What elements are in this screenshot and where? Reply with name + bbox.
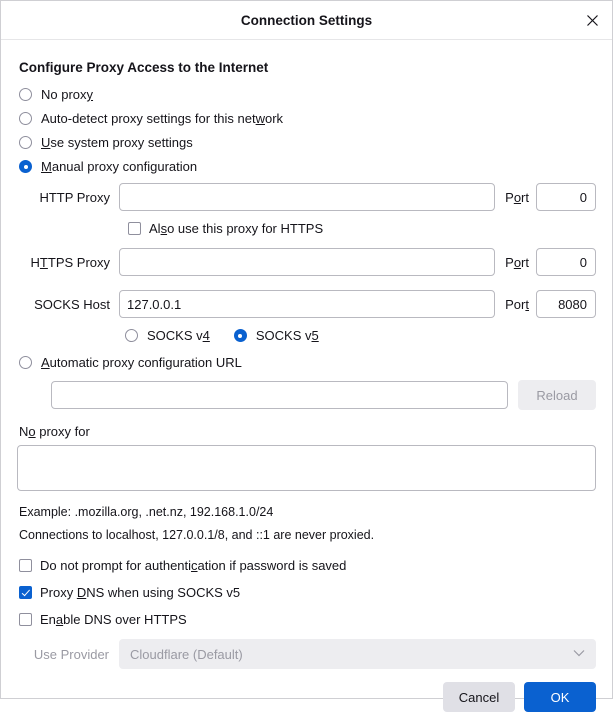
checkbox-dns-over-https-label: Enable DNS over HTTPS bbox=[40, 612, 187, 627]
no-proxy-for-label: No proxy for bbox=[19, 424, 90, 439]
page-title: Configure Proxy Access to the Internet bbox=[19, 60, 269, 75]
chevron-down-icon bbox=[573, 649, 585, 660]
dialog-titlebar bbox=[1, 1, 612, 40]
socks-host-row bbox=[17, 290, 596, 318]
provider-label: Use Provider bbox=[33, 646, 109, 662]
radio-no-proxy[interactable] bbox=[19, 87, 596, 102]
radio-manual-proxy[interactable] bbox=[19, 159, 596, 174]
http-proxy-input[interactable] bbox=[119, 183, 495, 211]
radio-auto-config-url-indicator bbox=[19, 356, 32, 369]
checkbox-proxy-dns-label: Proxy DNS when using SOCKS v5 bbox=[40, 585, 241, 600]
http-port-label: Port bbox=[505, 189, 529, 205]
https-proxy-row bbox=[17, 248, 596, 276]
http-proxy-row bbox=[17, 183, 596, 211]
localhost-hint: Connections to localhost, 127.0.0.1/8, and ::1 are never proxied. bbox=[19, 528, 375, 542]
socks-port-input[interactable] bbox=[536, 290, 596, 318]
also-use-for-https-checkbox[interactable] bbox=[128, 221, 596, 236]
provider-row bbox=[19, 639, 596, 669]
https-port-input[interactable] bbox=[536, 248, 596, 276]
ok-button[interactable]: OK bbox=[524, 682, 596, 712]
radio-socks-v5[interactable] bbox=[234, 328, 319, 343]
pac-url-input[interactable] bbox=[51, 381, 508, 409]
radio-auto-config-url[interactable] bbox=[19, 355, 596, 370]
also-use-for-https-indicator bbox=[128, 222, 141, 235]
radio-socks-v4-label: SOCKS v4 bbox=[147, 328, 210, 343]
reload-button[interactable]: Reload bbox=[518, 380, 596, 410]
radio-system-proxy[interactable] bbox=[19, 135, 596, 150]
provider-select[interactable] bbox=[119, 639, 596, 669]
checkbox-no-auth-prompt-indicator bbox=[19, 559, 32, 572]
cancel-button[interactable]: Cancel bbox=[443, 682, 515, 712]
example-hint: Example: .mozilla.org, .net.nz, 192.168.1.0/24 bbox=[19, 505, 274, 519]
checkbox-no-auth-prompt[interactable] bbox=[19, 558, 596, 573]
close-icon[interactable] bbox=[580, 8, 604, 32]
radio-auto-detect-indicator bbox=[19, 112, 32, 125]
radio-system-proxy-indicator bbox=[19, 136, 32, 149]
http-port-input[interactable] bbox=[536, 183, 596, 211]
dialog-title: Connection Settings bbox=[240, 12, 373, 28]
checkbox-proxy-dns[interactable] bbox=[19, 585, 596, 600]
https-proxy-input[interactable] bbox=[119, 248, 495, 276]
radio-manual-proxy-label: Manual proxy configuration bbox=[41, 159, 198, 174]
radio-socks-v4[interactable] bbox=[125, 328, 210, 343]
provider-selected-value: Cloudflare (Default) bbox=[130, 646, 243, 662]
dialog-content bbox=[1, 40, 612, 669]
checkbox-dns-over-https[interactable] bbox=[19, 612, 596, 627]
https-proxy-label: HTTPS Proxy bbox=[30, 254, 110, 270]
radio-auto-detect-label: Auto-detect proxy settings for this network bbox=[41, 111, 284, 126]
radio-auto-detect[interactable] bbox=[19, 111, 596, 126]
radio-system-proxy-label: Use system proxy settings bbox=[41, 135, 193, 150]
radio-socks-v5-indicator bbox=[234, 329, 247, 342]
https-port-label: Port bbox=[505, 254, 529, 270]
radio-manual-proxy-indicator bbox=[19, 160, 32, 173]
no-proxy-for-input[interactable] bbox=[17, 445, 596, 491]
radio-no-proxy-label: No proxy bbox=[41, 87, 94, 102]
radio-socks-v4-indicator bbox=[125, 329, 138, 342]
dialog-footer bbox=[1, 669, 612, 725]
checkbox-no-auth-prompt-label: Do not prompt for authentication if password is saved bbox=[40, 558, 347, 573]
radio-no-proxy-indicator bbox=[19, 88, 32, 101]
options-group bbox=[17, 558, 596, 627]
checkbox-dns-over-https-indicator bbox=[19, 613, 32, 626]
socks-version-group bbox=[123, 328, 596, 343]
radio-socks-v5-label: SOCKS v5 bbox=[255, 328, 319, 343]
radio-auto-config-url-label: Automatic proxy configuration URL bbox=[41, 355, 242, 370]
socks-host-label: SOCKS Host bbox=[34, 296, 110, 312]
checkbox-proxy-dns-indicator bbox=[19, 586, 32, 599]
socks-port-label: Port bbox=[505, 296, 529, 312]
also-use-for-https-label: Also use this proxy for HTTPS bbox=[149, 221, 324, 236]
socks-host-input[interactable] bbox=[119, 290, 495, 318]
pac-url-row bbox=[51, 380, 596, 410]
http-proxy-label: HTTP Proxy bbox=[39, 189, 110, 205]
